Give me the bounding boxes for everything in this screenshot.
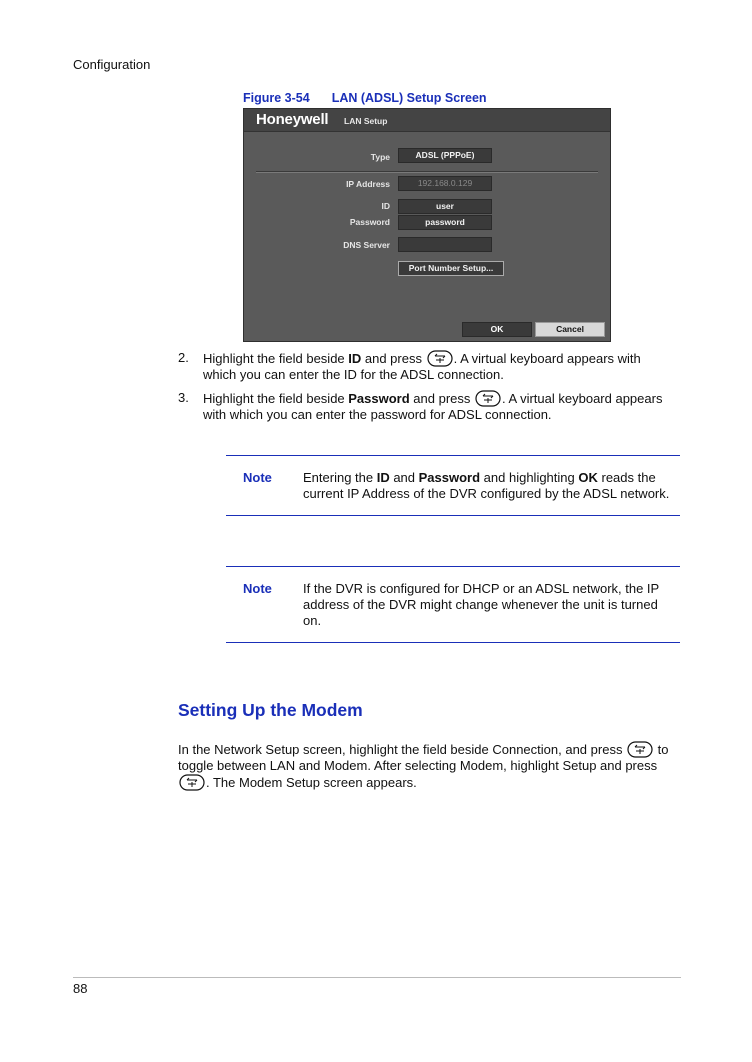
note-text-part: and	[389, 470, 419, 485]
step-bold-term: ID	[348, 351, 362, 366]
note-text-part: and highlighting	[480, 470, 579, 485]
ip-address-field[interactable]: 192.168.0.129	[398, 176, 492, 191]
note-text: If the DVR is configured for DHCP or an ADSL network, the IP address of the DVR might change whenever the unit is turned on.	[303, 581, 659, 628]
step-text-part: with which you can enter the password for ADSL connection.	[203, 407, 552, 422]
screen-titlebar	[244, 109, 610, 132]
section-text-part: . The Modem Setup screen appears.	[206, 775, 417, 790]
section-text-part: to toggle between LAN and Modem. After selecting Modem, highlight Setup and press	[178, 742, 669, 773]
step-number: 3.	[178, 390, 189, 405]
step-bold-term: Password	[348, 391, 410, 406]
id-field[interactable]: user	[398, 199, 492, 214]
section-text-part: In the Network Setup screen, highlight the field beside Connection, and press	[178, 742, 627, 757]
step-number: 2.	[178, 350, 189, 365]
enter-button-icon	[427, 350, 453, 367]
footer-rule	[73, 977, 681, 978]
ok-button[interactable]: OK	[462, 322, 532, 337]
step-text-part: Highlight the field beside	[203, 391, 349, 406]
figure-number: Figure 3-54	[243, 91, 310, 105]
figure-title: LAN (ADSL) Setup Screen	[331, 91, 487, 105]
section-paragraph	[178, 741, 683, 791]
note-bold-term: OK	[578, 470, 598, 485]
password-field[interactable]: password	[398, 215, 492, 230]
page-number: 88	[73, 981, 88, 996]
step-text-part: and press	[409, 391, 475, 406]
dns-server-label: DNS Server	[343, 240, 390, 250]
screen-title: LAN Setup	[344, 116, 388, 126]
enter-button-icon	[475, 390, 501, 407]
port-number-setup-button[interactable]: Port Number Setup...	[398, 261, 504, 276]
step-text	[203, 390, 683, 423]
note-label: Note	[243, 581, 272, 596]
enter-button-icon	[627, 741, 653, 758]
type-field[interactable]: ADSL (PPPoE)	[398, 148, 492, 163]
running-header: Configuration	[73, 57, 151, 72]
step-text-part: . A virtual keyboard appears	[502, 391, 663, 406]
note-label: Note	[243, 470, 272, 485]
cancel-button[interactable]: Cancel	[535, 322, 605, 337]
note-rule-bottom	[226, 642, 680, 643]
step-text-part: which you can enter the ID for the ADSL connection.	[203, 367, 504, 382]
password-label: Password	[349, 217, 390, 227]
ip-address-label: IP Address	[346, 179, 390, 189]
step-text-part: . A virtual keyboard appears with	[453, 351, 641, 366]
note-rule-bottom	[226, 515, 680, 516]
type-label: Type	[370, 152, 390, 162]
note-rule-top	[226, 566, 680, 567]
honeywell-logo: Honeywell	[256, 111, 329, 128]
dns-server-field[interactable]	[398, 237, 492, 252]
figure-caption	[243, 91, 487, 105]
id-label: ID	[381, 201, 390, 211]
screen-divider	[256, 171, 598, 173]
step-text-part: Highlight the field beside	[203, 351, 349, 366]
note-bold-term: Password	[418, 470, 481, 485]
note-text-part: reads the current IP Address of the DVR configured by the ADSL network.	[303, 470, 670, 501]
section-heading: Setting Up the Modem	[178, 700, 363, 720]
step-text	[203, 350, 683, 383]
lan-setup-screenshot	[243, 108, 611, 342]
note-bold-term: ID	[376, 470, 390, 485]
note-rule-top	[226, 455, 680, 456]
note-text-part: Entering the	[303, 470, 377, 485]
step-text-part: and press	[361, 351, 426, 366]
note-text	[303, 470, 683, 502]
enter-button-icon	[179, 774, 205, 791]
